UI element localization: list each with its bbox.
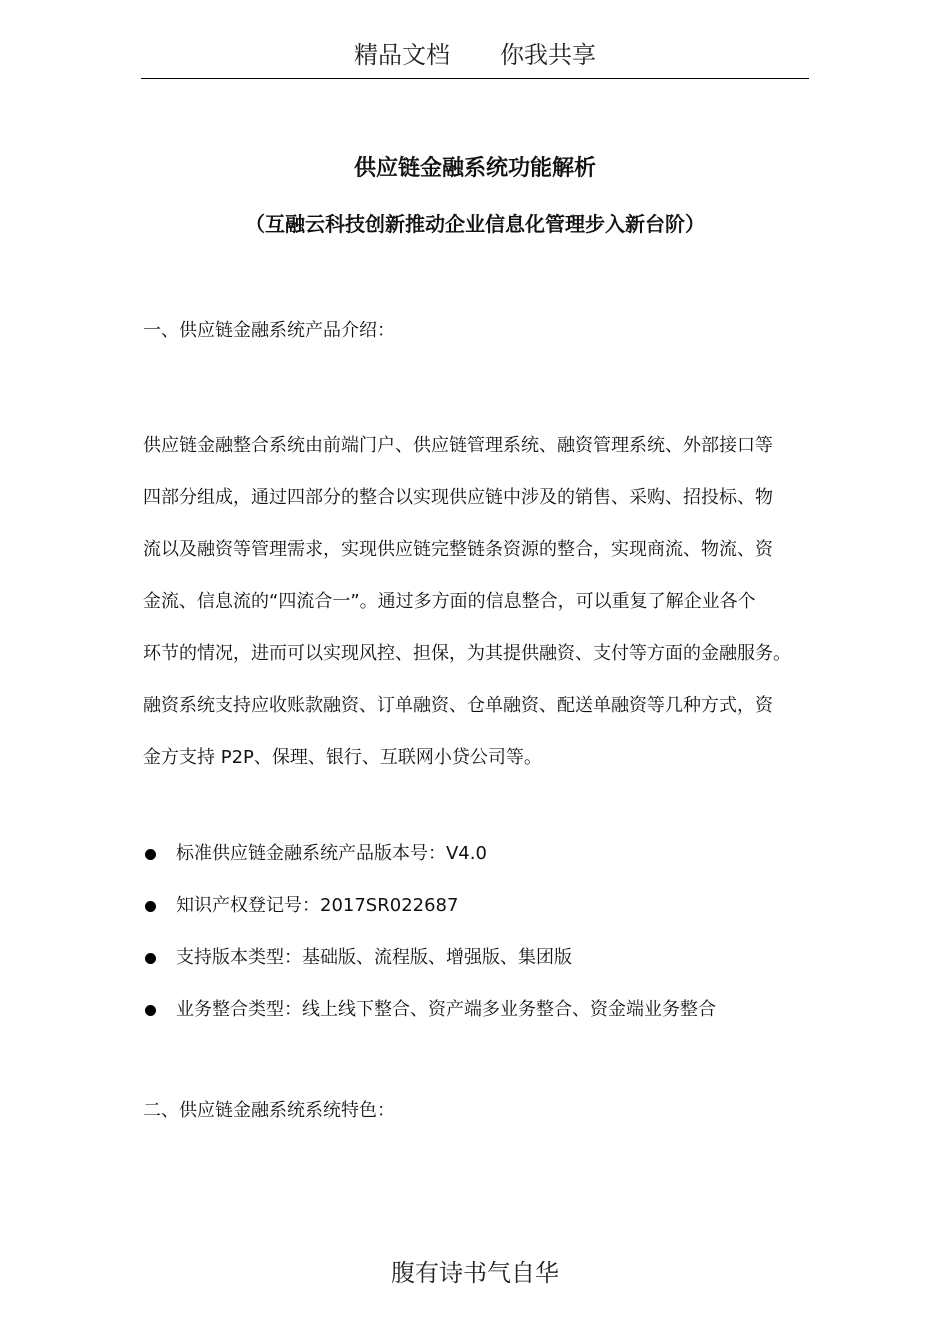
paragraph-line: 环节的情况，进而可以实现风控、担保，为其提供融资、支付等方面的金融服务。: [143, 643, 791, 664]
list-item: [143, 891, 809, 943]
list-item-text: 支持版本类型：基础版、流程版、增强版、集团版: [176, 947, 572, 968]
page-header: [141, 38, 809, 79]
document-subtitle: （互融云科技创新推动企业信息化管理步入新台阶）: [245, 212, 705, 236]
header-left-text: 精品文档: [354, 41, 450, 69]
bullet-icon: [145, 901, 156, 912]
list-item-text: 标准供应链金融系统产品版本号：V4.0: [176, 843, 487, 864]
paragraph-line: 融资系统支持应收账款融资、订单融资、仓单融资、配送单融资等几种方式，资: [143, 695, 773, 716]
section-1-heading: 一、供应链金融系统产品介绍：: [143, 320, 395, 341]
list-item: [143, 995, 809, 1047]
bullet-icon: [145, 953, 156, 964]
paragraph-line: 供应链金融整合系统由前端门户、供应链管理系统、融资管理系统、外部接口等: [143, 435, 773, 456]
page-footer: 腹有诗书气自华: [391, 1259, 559, 1287]
list-item-text: 知识产权登记号：2017SR022687: [176, 895, 459, 916]
paragraph-line: 四部分组成，通过四部分的整合以实现供应链中涉及的销售、采购、招投标、物: [143, 487, 773, 508]
document-title: 供应链金融系统功能解析: [353, 156, 596, 181]
header-right-text: 你我共享: [500, 41, 596, 69]
list-item: [143, 839, 809, 891]
list-item: [143, 943, 809, 995]
list-item-text: 业务整合类型：线上线下整合、资产端多业务整合、资金端业务整合: [176, 999, 716, 1020]
paragraph-line: 金流、信息流的“四流合一”。通过多方面的信息整合，可以重复了解企业各个: [143, 591, 756, 612]
bullet-icon: [145, 849, 156, 860]
paragraph-line: 金方支持 P2P、保理、银行、互联网小贷公司等。: [143, 747, 542, 768]
section-2-heading: 二、供应链金融系统系统特色：: [143, 1100, 395, 1121]
product-info-list: [143, 839, 809, 1047]
paragraph-line: 流以及融资等管理需求，实现供应链完整链条资源的整合，实现商流、物流、资: [143, 539, 773, 560]
bullet-icon: [145, 1005, 156, 1016]
intro-paragraph: [143, 420, 809, 784]
